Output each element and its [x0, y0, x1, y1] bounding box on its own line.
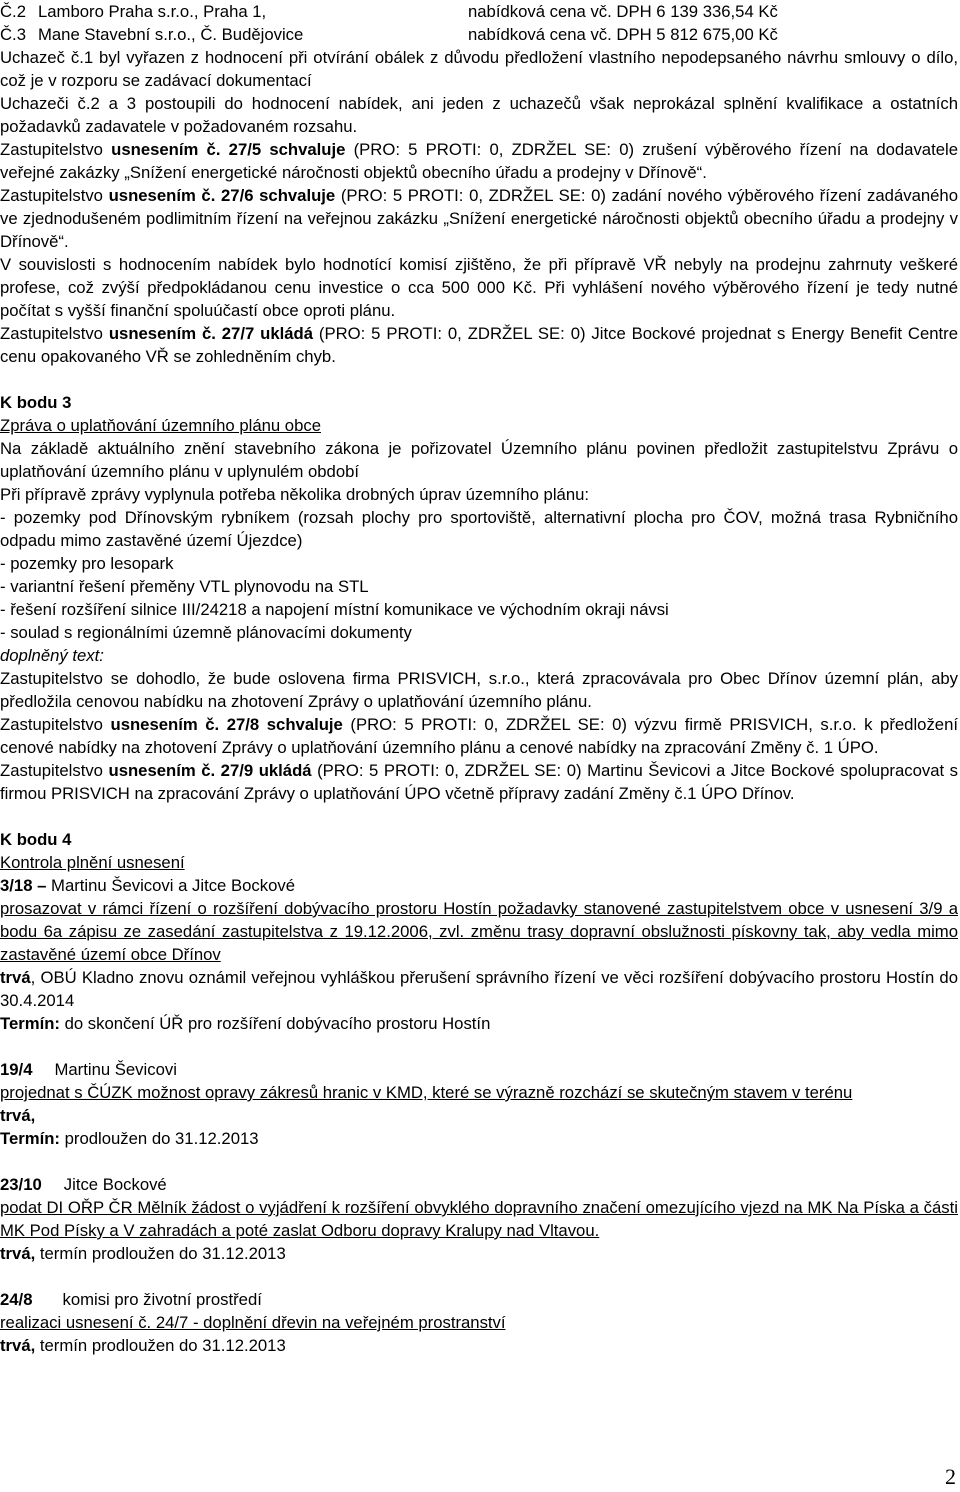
status-label: trvá,	[0, 1244, 36, 1263]
task-number: 24/8	[0, 1290, 33, 1309]
offer-name: Lamboro Praha s.r.o., Praha 1,	[38, 2, 267, 21]
resolution-number: usnesením č. 27/7 ukládá	[108, 324, 314, 343]
resolution-27-6	[0, 184, 958, 253]
paragraph-added: Zastupitelstvo se dohodlo, že bude oslovena firma PRISVICH, s.r.o., která zpracovávala pro Obec Dřínov územní plán, aby předložila cenovou nabídku na zhotovení Zprávy o uplatňování územního plánu.	[0, 669, 958, 711]
task-24-8-header	[0, 1288, 958, 1311]
task-assignee: Martinu Ševicovi	[54, 1060, 177, 1079]
section-subheading: Zpráva o uplatňování územního plánu obce	[0, 416, 321, 435]
resolution-text: (PRO: 5 PROTI: 0, ZDRŽEL SE: 0) zrušení výběrového řízení na dodavatele veřejné zakázky „Snížení energetické náročnosti objektů obecního úřadu a prodejny v Dřínově“.	[0, 140, 958, 182]
task-number: 23/10	[0, 1175, 42, 1194]
offer-price: nabídková cena vč. DPH 5 812 675,00 Kč	[468, 25, 778, 44]
paragraph-need: Při přípravě zprávy vyplynula potřeba několika drobných úprav územního plánu:	[0, 485, 590, 504]
offer-row	[0, 23, 958, 46]
task-description: podat DI OŘP ČR Mělník žádost o vyjádření k rozšíření obvyklého dopravního značení omezujícího vjezd na MK Na Píska a části MK Pod Písky a V zahradách a poté zaslat Odboru dopravy Kralupy nad Vltavou.	[0, 1198, 958, 1240]
section-heading-bod-4: K bodu 4	[0, 830, 72, 849]
resolution-number: usnesením č. 27/5 schvaluje	[111, 140, 346, 159]
task-19-4-header	[0, 1058, 958, 1081]
task-status	[0, 966, 958, 1012]
list-item: - řešení rozšíření silnice III/24218 a napojení místní komunikace ve východním okraji návsi	[0, 600, 669, 619]
resolution-text: (PRO: 5 PROTI: 0, ZDRŽEL SE: 0) výzvu firmě PRISVICH, s.r.o. k předložení cenové nabídky na zhotovení Zprávy o uplatňování územního plánu a cenové nabídky na zpracování Změny č. 1 ÚPO.	[0, 715, 958, 757]
offer-name: Mane Stavební s.r.o., Č. Budějovice	[38, 25, 304, 44]
task-23-10-header	[0, 1173, 958, 1196]
task-term	[0, 1127, 958, 1150]
task-assignee: komisi pro životní prostředí	[62, 1290, 262, 1309]
resolution-27-7	[0, 322, 958, 368]
task-number: 3/18	[0, 876, 33, 895]
paragraph-excluded-bidder: Uchazeč č.1 byl vyřazen z hodnocení při otvírání obálek z důvodu předložení vlastního nepodepsaného návrhu smlouvy o dílo, což je v rozporu se zadávací dokumentací	[0, 48, 958, 90]
list-item: - soulad s regionálními územně plánovacími dokumenty	[0, 623, 412, 642]
resolution-27-5	[0, 138, 958, 184]
paragraph-intro: Na základě aktuálního znění stavebního zákona je pořizovatel Územního plánu povinen předložit zastupitelstvu Zprávu o uplatňování územního plánu v uplynulém období	[0, 439, 958, 481]
resolution-subject: Zastupitelstvo	[0, 761, 109, 780]
task-3-18-header	[0, 874, 958, 897]
status-label: trvá	[0, 968, 31, 987]
term-label: Termín:	[0, 1014, 60, 1033]
list-item: - pozemky pod Dřínovským rybníkem (rozsah plochy pro sportoviště, alternativní plocha pro ČOV, možná trasa Rybničního odpadu mimo zastavěné území Újezdce)	[0, 508, 958, 550]
task-assignee: Jitce Bockové	[63, 1175, 167, 1194]
list-item: - variantní řešení přeměny VTL plynovodu na STL	[0, 577, 369, 596]
task-description: projednat s ČÚZK možnost opravy zákresů hranic v KMD, které se výrazně rozchází se skutečným stavem v terénu	[0, 1083, 853, 1102]
task-term	[0, 1012, 958, 1035]
task-assignee: Martinu Ševicovi a Jitce Bockové	[51, 876, 295, 895]
resolution-27-9	[0, 759, 958, 805]
resolution-number: usnesením č. 27/9 ukládá	[108, 761, 312, 780]
list-item: - pozemky pro lesopark	[0, 554, 174, 573]
added-text-label: doplněný text:	[0, 646, 104, 665]
section-subheading: Kontrola plnění usnesení	[0, 853, 185, 872]
resolution-subject: Zastupitelstvo	[0, 140, 112, 159]
paragraph-evaluation: Uchazeči č.2 a 3 postoupili do hodnocení nabídek, ani jeden z uchazečů však neprokázal splnění kvalifikace a ostatních požadavků zadavatele v požadovaném rozsahu.	[0, 94, 958, 136]
term-text: prodloužen do 31.12.2013	[59, 1129, 259, 1148]
term-text: do skončení ÚŘ pro rozšíření dobývacího prostoru Hostín	[59, 1014, 491, 1033]
resolution-text: (PRO: 5 PROTI: 0, ZDRŽEL SE: 0) Martinu Ševicovi a Jitce Bockové spolupracovat s firmou PRISVICH na zpracování Zprávy o uplatňování ÚPO včetně přípravy zadání Změny č.1 ÚPO Dřínov.	[0, 761, 958, 803]
section-heading-bod-3: K bodu 3	[0, 393, 72, 412]
status-text: , OBÚ Kladno znovu oznámil veřejnou vyhláškou přerušení správního řízení ve věci rozšíření dobývacího prostoru Hostín do 30.4.2014	[0, 968, 958, 1010]
resolution-text: (PRO: 5 PROTI: 0, ZDRŽEL SE: 0) Jitce Bockové projednat s Energy Benefit Centre cenu opakovaného VŘ se zohledněním chyb.	[0, 324, 958, 366]
task-description: prosazovat v rámci řízení o rozšíření dobývacího prostoru Hostín požadavky stanovené zastupitelstvem obce v usnesení 3/9 a bodu 6a zápisu ze zasedání zastupitelstva z 19.12.2006, zvl. změnu trasy dopravní obslužnosti pískovny tak, aby vedla mimo zastavěné území obce Dřínov	[0, 899, 958, 964]
paragraph-commission-finding: V souvislosti s hodnocením nabídek bylo hodnotící komisí zjištěno, že při přípravě VŘ nebyly na prodejnu zahrnuty veškeré profese, což zvýší předpokládanou cenu investice o cca 500 000 Kč. Při vyhlášení nového výběrového řízení je tedy nutné počítat s vyšší finanční spoluúčastí obce oproti plánu.	[0, 255, 958, 320]
resolution-text: (PRO: 5 PROTI: 0, ZDRŽEL SE: 0) zadání nového výběrového řízení zadávaného ve zjednodušeném podlimitním řízení na veřejnou zakázku „Snížení energetické náročnosti objektů obecního úřadu a prodejny v Dřínově“.	[0, 186, 958, 251]
offer-row	[0, 0, 958, 23]
resolution-number: usnesením č. 27/8 schvaluje	[110, 715, 343, 734]
resolution-27-8	[0, 713, 958, 759]
status-text: termín prodloužen do 31.12.2013	[35, 1244, 286, 1263]
offer-number: Č.2	[0, 2, 26, 21]
offer-price: nabídková cena vč. DPH 6 139 336,54 Kč	[468, 2, 778, 21]
resolution-subject: Zastupitelstvo	[0, 186, 109, 205]
status-text: termín prodloužen do 31.12.2013	[35, 1336, 286, 1355]
status-label: trvá,	[0, 1336, 36, 1355]
task-number: 19/4	[0, 1060, 33, 1079]
task-status	[0, 1242, 958, 1265]
status-label: trvá,	[0, 1106, 36, 1125]
resolution-subject: Zastupitelstvo	[0, 715, 111, 734]
offer-number: Č.3	[0, 25, 26, 44]
term-label: Termín:	[0, 1129, 60, 1148]
task-dash: –	[32, 876, 52, 895]
task-status	[0, 1334, 958, 1357]
resolution-subject: Zastupitelstvo	[0, 324, 109, 343]
page-number: 2	[945, 1464, 956, 1489]
task-description: realizaci usnesení č. 24/7 - doplnění dřevin na veřejném prostranství	[0, 1313, 506, 1332]
resolution-number: usnesením č. 27/6 schvaluje	[108, 186, 336, 205]
